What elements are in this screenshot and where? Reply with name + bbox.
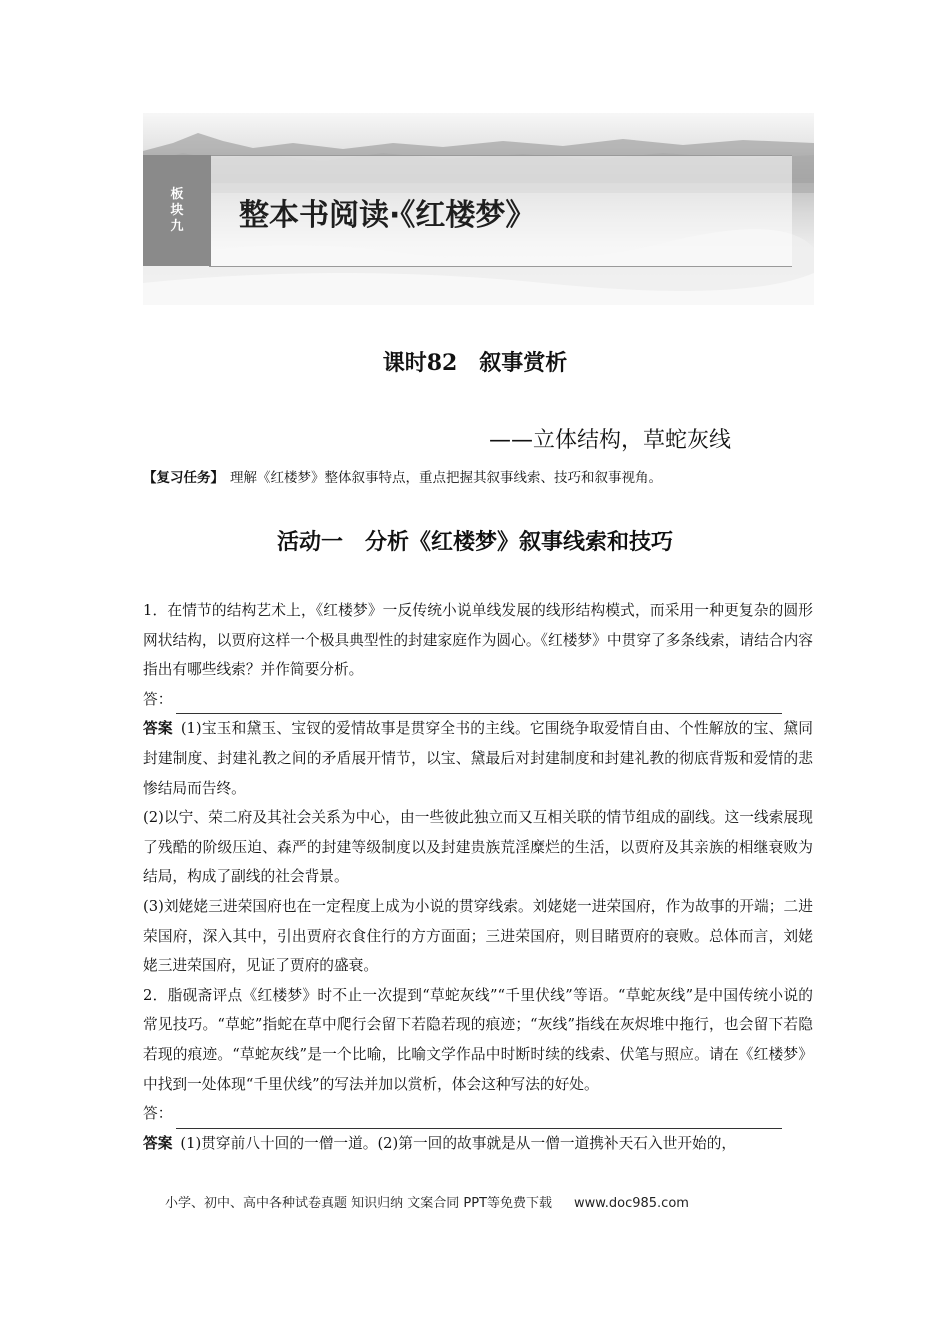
lesson-title: 课时82 叙事赏析 <box>382 350 568 376</box>
question-2-answer <box>143 1129 813 1159</box>
header-banner <box>143 113 814 305</box>
answer-label: 答案 <box>143 1134 173 1152</box>
answer-point-2: (2)以宁、荣二府及其社会关系为中心，由一些彼此独立而又互相关联的情节组成的副线。这一线索展现了残酷的阶级压迫、森严的封建等级制度以及封建贵族荒淫糜烂的生活，以贾府及其亲族的相继衰败为结局，构成了副线的社会背景。 <box>143 809 813 886</box>
footer-url[interactable]: www.doc985.com <box>574 1196 689 1211</box>
question-1-answer <box>143 714 813 803</box>
answer-prompt: 答： <box>143 1105 173 1123</box>
question-content <box>143 596 813 1158</box>
answer-point-1: (1)宝玉和黛玉、宝钗的爱情故事是贯穿全书的主线。它围绕争取爱情自由、个性解放的宝、黛同封建制度、封建礼教之间的矛盾展开情节，以宝、黛最后对封建制度和封建礼教的彻底背叛和爱情的悲惨结局而告终。 <box>143 720 813 797</box>
lesson-subtitle: ——立体结构，草蛇灰线 <box>489 428 732 453</box>
question-1-text: 1．在情节的结构艺术上，《红楼梦》一反传统小说单线发展的线形结构模式，而采用一种更复杂的圆形网状结构，以贾府这样一个极具典型性的封建家庭作为圆心。《红楼梦》中贯穿了多条线索，请结合内容指出有哪些线索？并作简要分析。 <box>143 602 813 679</box>
question-2-answer-field <box>143 1099 813 1129</box>
footer-text: 小学、初中、高中各种试卷真题 知识归纳 文案合同 PPT等免费下载 <box>165 1196 553 1211</box>
answer-blank-line <box>176 693 782 714</box>
review-task-tag: 【复习任务】 <box>143 470 224 486</box>
question-1-answer-field <box>143 685 813 715</box>
block-label: 板块九 <box>170 186 184 234</box>
answer-prompt: 答： <box>143 690 173 708</box>
answer-point-1: (1)贯穿前八十回的一僧一道。(2)第一回的故事就是从一僧一道携补天石入世开始的， <box>180 1134 737 1152</box>
question-2-text: 2．脂砚斋评点《红楼梦》时不止一次提到“草蛇灰线”“千里伏线”等语。“草蛇灰线”是中国传统小说的常见技巧。“草蛇”指蛇在草中爬行会留下若隐若现的痕迹；“灰线”指线在灰烬堆中拖行，也会留下若隐若现的痕迹。“草蛇灰线”是一个比喻，比喻文学作品中时断时续的线索、伏笔与照应。请在《红楼梦》中找到一处体现“千里伏线”的写法并加以赏析，体会这种写法的好处。 <box>143 986 813 1093</box>
page-footer <box>165 1192 689 1211</box>
answer-point-3: (3)刘姥姥三进荣国府也在一定程度上成为小说的贯穿线索。刘姥姥一进荣国府，作为故事的开端；二进荣国府，深入其中，引出贾府衣食住行的方方面面；三进荣国府，则目睹贾府的衰败。总体而言，刘姥姥三进荣国府，见证了贾府的盛衰。 <box>143 897 813 975</box>
activity-title: 活动一 分析《红楼梦》叙事线索和技巧 <box>276 530 673 555</box>
answer-blank-line <box>176 1108 782 1129</box>
banner-title: 整本书阅读·《红楼梦》 <box>239 198 536 233</box>
answer-label: 答案 <box>143 720 173 738</box>
block-label-tab <box>143 155 211 266</box>
review-task <box>143 466 823 486</box>
review-task-text: 理解《红楼梦》整体叙事特点，重点把握其叙事线索、技巧和叙事视角。 <box>230 470 662 486</box>
